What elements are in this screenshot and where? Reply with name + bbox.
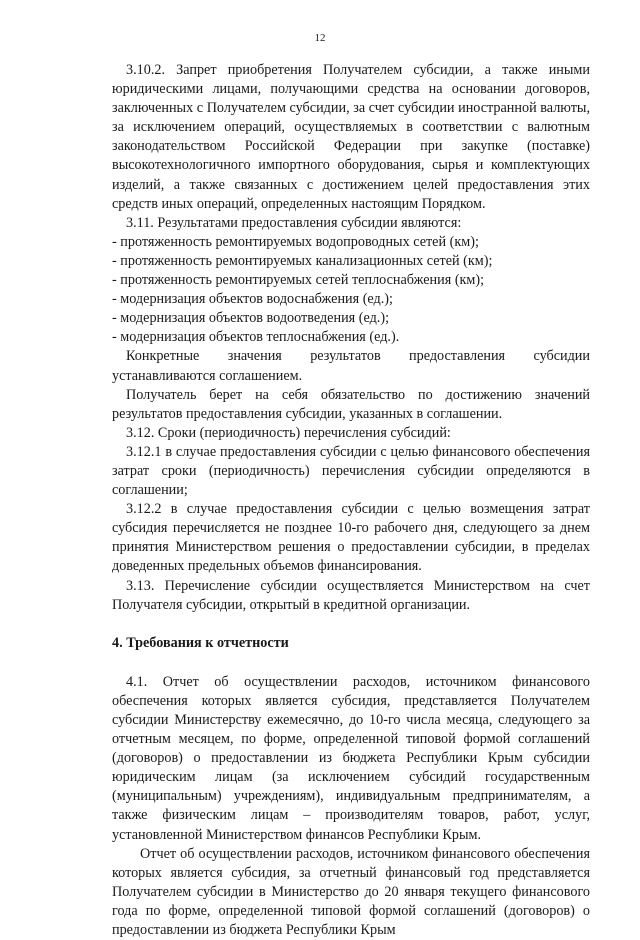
- list-item: - модернизация объектов водоотведения (ед.);: [112, 310, 390, 327]
- list-item: - протяженность ремонтируемых канализационных сетей (км);: [112, 252, 493, 269]
- list-item: - модернизация объектов теплоснабжения (ед.).: [112, 329, 400, 346]
- paragraph-3-12-1: 3.12.1 в случае предоставления субсидии с целью финансового обеспечения затрат сроки (периодичность) перечисления субсидии определяются в соглашении;: [112, 443, 590, 499]
- page-number: 12: [314, 32, 326, 44]
- paragraph-3-12-2: 3.12.2 в случае предоставления субсидии с целью возмещения затрат субсидия перечисляется не позднее 10-го рабочего дня, следующего за днем принятия Министерством решения о предоставлении субсидии, в пределах доведенных предельных объемов финансирования.: [112, 501, 590, 575]
- list-item: - протяженность ремонтируемых водопроводных сетей (км);: [112, 233, 479, 250]
- results-list: [112, 233, 590, 348]
- paragraph-4-1: 4.1. Отчет об осуществлении расходов, источником финансового обеспечения которых является субсидия, представляется Получателем субсидии Министерству ежемесячно, до 10-го числа месяца, следующего за отчетным месяцем, по форме, определенной типовой формой соглашений (договоров) о предоставлении из бюджета Республики Крым субсидии юридическим лицам (за исключением субсидий государственным (муниципальным) учреждениям), индивидуальным предпринимателям, а также физическим лицам – производителям товаров, работ, услуг, установленной Министерством финансов Республики Крым.: [112, 673, 590, 843]
- paragraph-3-11: 3.11. Результатами предоставления субсидии являются:: [126, 214, 462, 231]
- list-item: - протяженность ремонтируемых сетей теплоснабжения (км);: [112, 272, 485, 289]
- paragraph-3-13: 3.13. Перечисление субсидии осуществляется Министерством на счет Получателя субсидии, открытый в кредитной организации.: [112, 577, 590, 613]
- list-item: - модернизация объектов водоснабжения (ед.);: [112, 291, 393, 308]
- document-body: [112, 61, 590, 940]
- paragraph-3-10-2: 3.10.2. Запрет приобретения Получателем субсидии, а также иными юридическими лицами, получающими средства на основании договоров, заключенных с Получателем субсидии, за счет субсидии иностранной валюты, за исключением операций, осуществляемых в соответствии с валютным законодательством Российской Федерации при закупке (поставке) высокотехнологичного импортного оборудования, сырья и комплектующих изделий, а также связанных с достижением целей предоставления этих средств иных операций, определенных настоящим Порядком.: [112, 62, 590, 212]
- paragraph-obligation: Получатель берет на себя обязательство по достижению значений результатов предоставления субсидии, указанных в соглашении.: [112, 386, 590, 422]
- paragraph-annual-report: Отчет об осуществлении расходов, источником финансового обеспечения которых является субсидия, за отчетный финансовый год представляется Получателем субсидии в Министерство до 20 января текущего финансового года по форме, определенной типовой формой соглашений (договоров) о предоставлении из бюджета Республики Крым: [112, 845, 590, 939]
- paragraph-3-12: 3.12. Сроки (периодичность) перечисления субсидий:: [126, 424, 451, 441]
- paragraph-specific-values: Конкретные значения результатов предоставления субсидии устанавливаются соглашением.: [112, 348, 590, 384]
- section-title: 4. Требования к отчетности: [112, 634, 289, 651]
